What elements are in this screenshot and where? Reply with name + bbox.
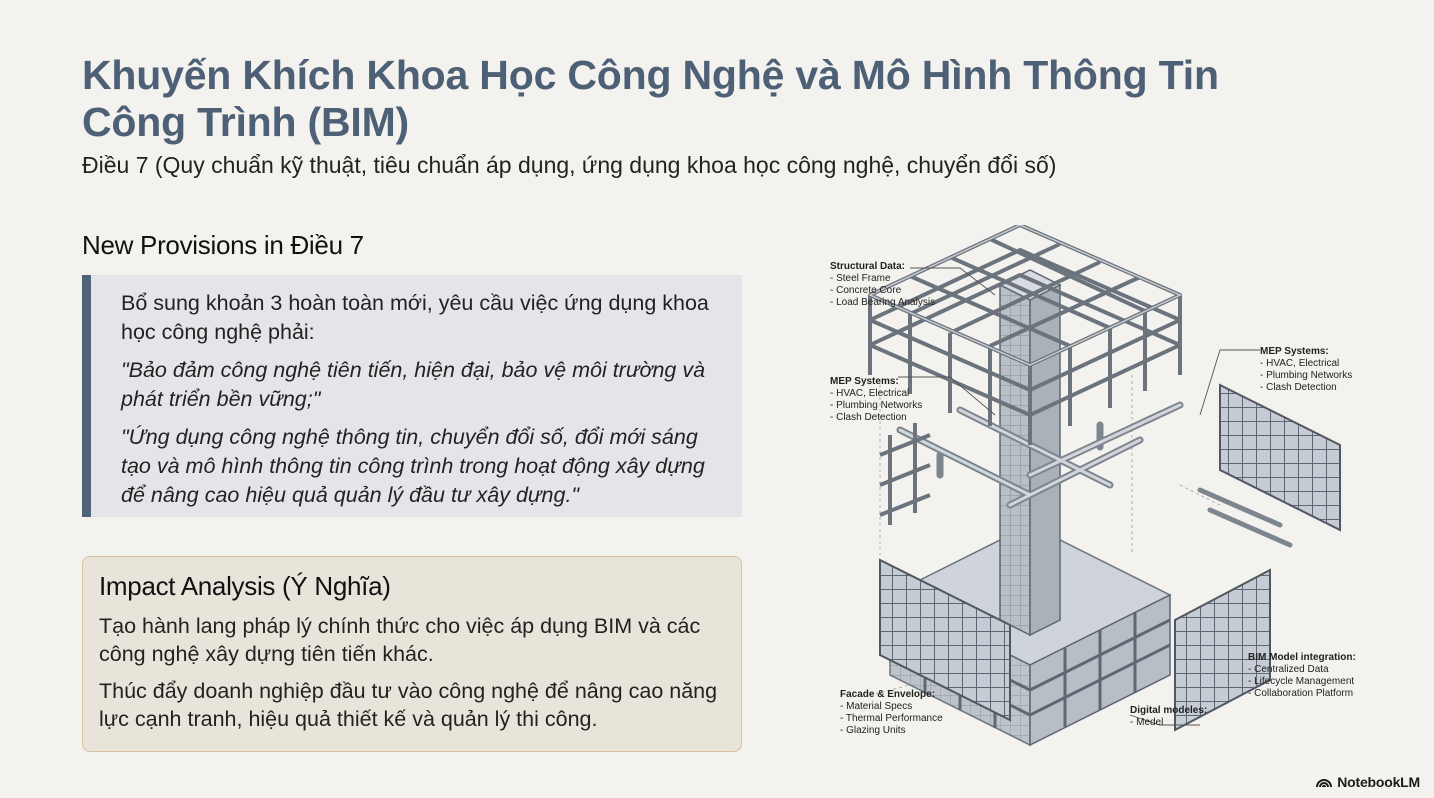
notebooklm-branding — [1316, 774, 1420, 790]
bim-building-illustration — [780, 225, 1420, 750]
callout-mep-right: MEP Systems: - HVAC, Electrical - Plumbing Networks - Clash Detection — [1260, 346, 1353, 393]
brand-label: NotebookLM — [1337, 774, 1420, 790]
impact-paragraph: Thúc đẩy doanh nghiệp đầu tư vào công nghệ để nâng cao năng lực cạnh tranh, hiệu quả thiết kế và quản lý thi công. — [99, 679, 718, 731]
impact-paragraph: Tạo hành lang pháp lý chính thức cho việc áp dụng BIM và các công nghệ xây dựng tiên tiến khác. — [99, 614, 701, 666]
provisions-intro: Bổ sung khoản 3 hoàn toàn mới, yêu cầu việc ứng dụng khoa học công nghệ phải: — [121, 291, 709, 344]
callout-bim-integration: BIM Model integration: - Centralized Data - Lifecycle Management - Collaboration Platform — [1248, 652, 1356, 699]
provision-quote: "Ứng dụng công nghệ thông tin, chuyển đổi số, đổi mới sáng tạo và mô hình thông tin công trình trong hoạt động xây dựng để nâng cao hiệu quả quản lý đầu tư xây dựng." — [121, 425, 705, 507]
page-subtitle: Điều 7 (Quy chuẩn kỹ thuật, tiêu chuẩn áp dụng, ứng dụng khoa học công nghệ, chuyển đổi số) — [82, 152, 1057, 178]
provision-quote: "Bảo đảm công nghệ tiên tiến, hiện đại, bảo vệ môi trường và phát triển bền vững;" — [121, 358, 706, 411]
impact-heading: Impact Analysis (Ý Nghĩa) — [99, 571, 391, 601]
provisions-box — [82, 275, 742, 517]
callout-structural-data: Structural Data: - Steel Frame - Concrete Core - Load Bearing Analysis — [830, 261, 936, 308]
impact-box — [82, 556, 742, 752]
callout-digital-models: Digital modeles: - Medel — [1130, 705, 1208, 728]
mep-riser — [880, 423, 930, 525]
provisions-heading: New Provisions in Điều 7 — [82, 230, 364, 260]
notebooklm-logo-icon — [1316, 776, 1332, 788]
callout-facade-envelope: Facade & Envelope: - Material Specs - Thermal Performance - Glazing Units — [840, 689, 943, 736]
page-title: Khuyến Khích Khoa Học Công Nghệ và Mô Hình Thông Tin Công Trình (BIM) — [82, 52, 1219, 145]
callout-mep-left: MEP Systems: - HVAC, Electrical - Plumbing Networks - Clash Detection — [830, 376, 923, 423]
